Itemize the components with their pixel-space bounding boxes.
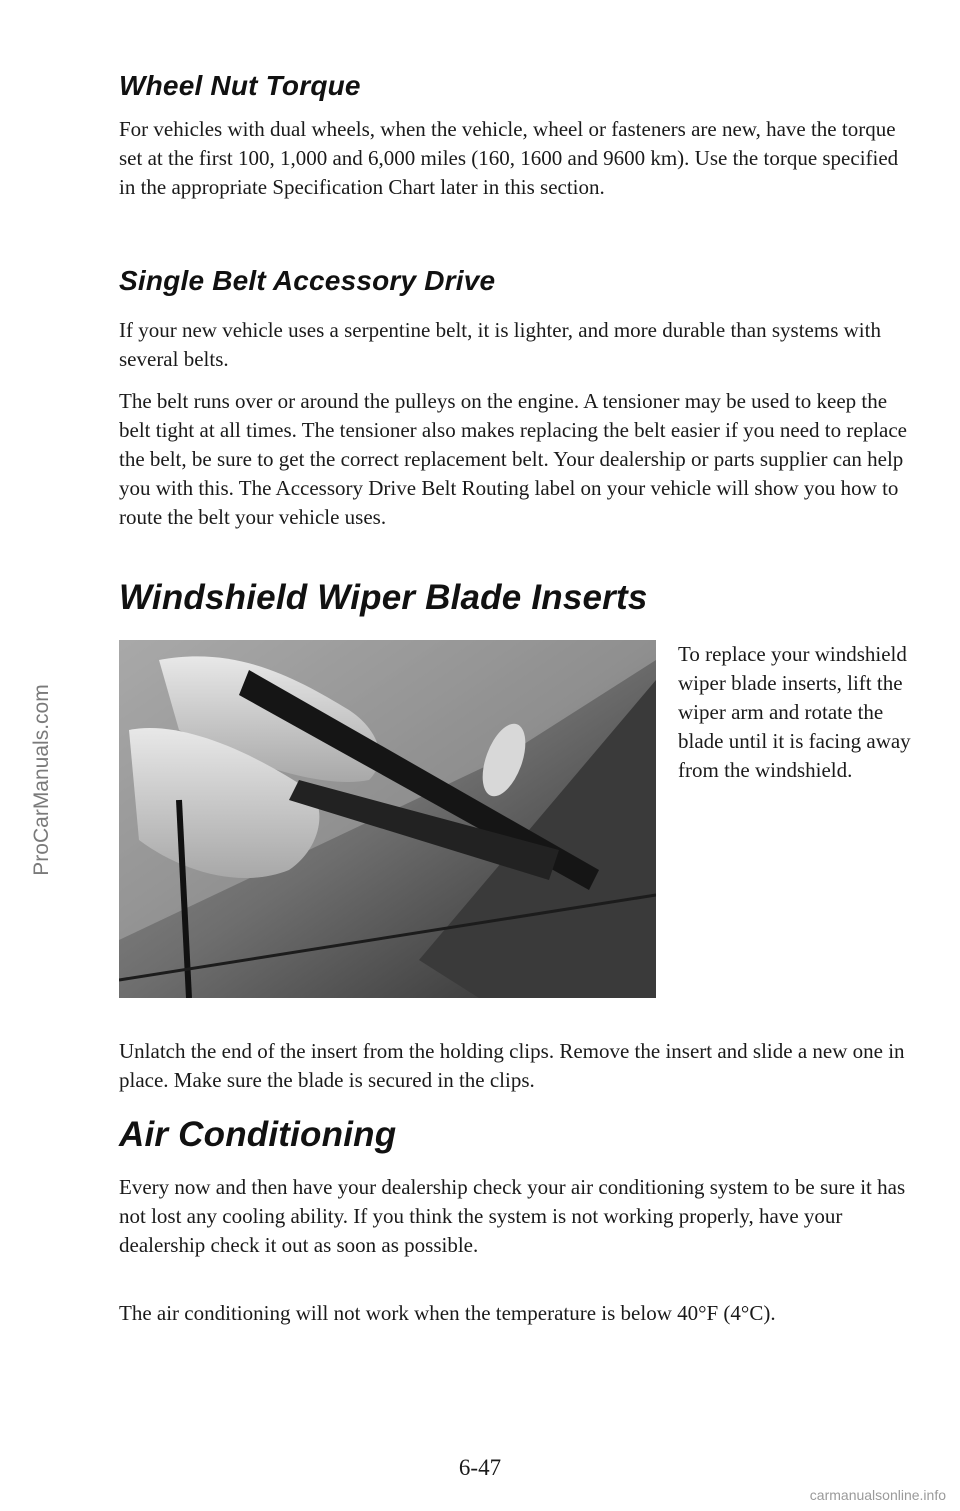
- paragraph-wiper-insert: Unlatch the end of the insert from the holding clips. Remove the insert and slide a new one in place. Make sure the blade is secured in the clips.: [119, 1039, 905, 1092]
- wiper-blade-photo: [119, 640, 656, 998]
- footer-watermark: carmanualsonline.info: [809, 1487, 946, 1503]
- paragraph-ac-1: Every now and then have your dealership check your air conditioning system to be sure it has not lost any cooling ability. If you think the system is not working properly, have your dealership check it out as soon as possible.: [119, 1175, 906, 1257]
- wiper-side-text: To replace your windshield wiper blade inserts, lift the wiper arm and rotate the blade until it is facing away from the windshield.: [678, 642, 911, 782]
- heading-air-conditioning: Air Conditioning: [119, 1115, 397, 1154]
- heading-single-belt: Single Belt Accessory Drive: [119, 265, 496, 296]
- heading-wiper-blade: Windshield Wiper Blade Inserts: [119, 578, 648, 617]
- paragraph-wheel-nut-torque: For vehicles with dual wheels, when the vehicle, wheel or fasteners are new, have the torque set at the first 100, 1,000 and 6,000 miles (160, 1600 and 9600 km). Use the torque specified in the appropriate Specification Chart later in this section.: [119, 117, 899, 199]
- paragraph-ac-2: The air conditioning will not work when the temperature is below 40°F (4°C).: [119, 1301, 776, 1325]
- side-watermark: ProCarManuals.com: [30, 684, 53, 876]
- paragraph-belt-2: The belt runs over or around the pulleys on the engine. A tensioner may be used to keep the belt tight at all times. The tensioner also makes replacing the belt easier if you need to replace the belt, be sure to get the correct replacement belt. Your dealership or parts supplier can help you with this. The Accessory Drive Belt Routing label on your vehicle will show you how to route the belt your vehicle uses.: [119, 389, 908, 529]
- heading-wheel-nut-torque: Wheel Nut Torque: [119, 70, 361, 101]
- page-number: 6-47: [458, 1455, 502, 1480]
- paragraph-belt-1: If your new vehicle uses a serpentine belt, it is lighter, and more durable than systems with several belts.: [119, 318, 881, 371]
